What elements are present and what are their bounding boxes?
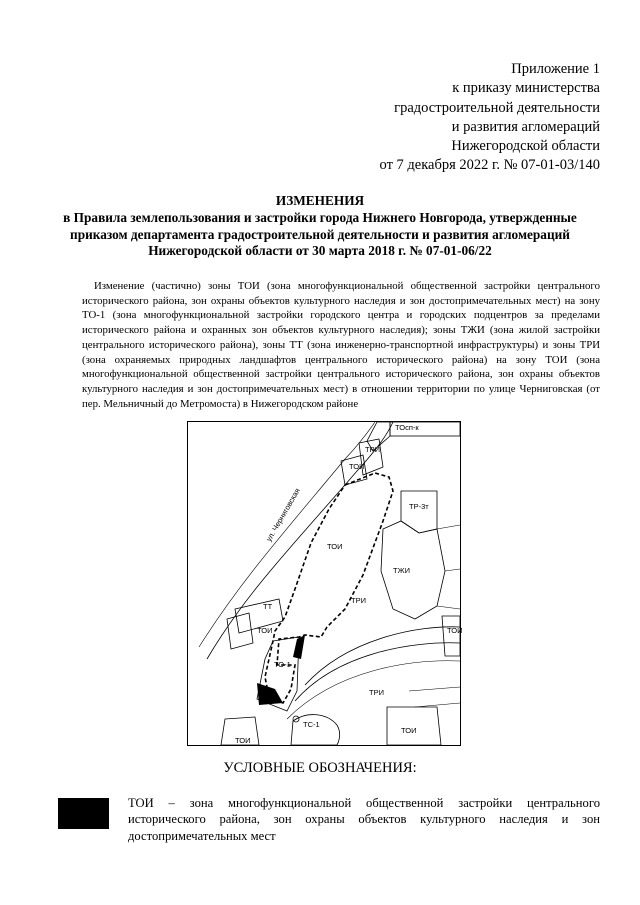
- change-description: [82, 279, 600, 411]
- map-label: ТОИ: [401, 726, 417, 735]
- map-label: ТРИ: [351, 596, 366, 605]
- appendix-line: от 7 декабря 2022 г. № 07-01-03/140: [379, 157, 600, 174]
- appendix-line: Приложение 1: [511, 61, 600, 77]
- description-line: исторического района и охранных зон объектов культурного наследия); зоны ТЖИ (зона жилой застройки: [82, 324, 600, 337]
- description-line: исторического района, зон охраны объектов культурного наследия и зон достопримечательных мест) на зону: [82, 294, 600, 307]
- map-label: ТОсп-к: [395, 423, 419, 432]
- legend-line: ТОИ – зона многофункциональной общественной застройки центрального: [128, 796, 600, 810]
- map-label: ТТ: [263, 602, 273, 611]
- appendix-line: и развития агломераций: [451, 118, 600, 135]
- map-label: ТОИ: [349, 462, 365, 471]
- map-drawing: [187, 421, 461, 746]
- description-line: многофункциональной общественной застройки центрального исторического района, зон охраны объектов: [82, 368, 600, 381]
- map-label: ТО-1: [274, 660, 291, 669]
- map-label: ул. Черниговская: [264, 486, 302, 543]
- legend-description: [128, 795, 600, 844]
- title-line: приказом департамента градостроительной деятельности и развития агломераций: [70, 226, 570, 242]
- appendix-line: градостроительной деятельности: [394, 99, 600, 116]
- description-line: (зона охраняемых природных ландшафтов центрального исторического района) на зону ТОИ (зона: [82, 353, 600, 366]
- description-line: ТО-1 (зона многофункциональной застройки городского центра и городских подцентров за пределами: [82, 309, 600, 322]
- appendix-line: к приказу министерства: [452, 80, 600, 97]
- legend-heading: УСЛОВНЫЕ ОБОЗНАЧЕНИЯ:: [223, 760, 417, 776]
- title-line: Нижегородской области от 30 марта 2018 г. № 07-01-06/22: [148, 243, 492, 259]
- map-label: ТЖИ: [393, 566, 410, 575]
- title-heading: ИЗМЕНЕНИЯ: [275, 193, 365, 208]
- map-frame: [188, 422, 461, 746]
- description-line: культурного наследия и зон достопримечательных мест) в отношении территории по улице Черниговская (от: [82, 382, 600, 395]
- map-label: ТРИ: [365, 445, 380, 454]
- map-label: ТОИ: [327, 542, 343, 551]
- map-label: ТОИ: [257, 626, 273, 635]
- map-label: ТС-1: [303, 720, 320, 729]
- description-line: пер. Мельничный до Метромоста) в Нижегородском районе: [82, 397, 359, 410]
- title-line: в Правила землепользования и застройки города Нижнего Новгорода, утвержденные: [63, 209, 577, 225]
- map-label: ТР-3т: [409, 502, 429, 511]
- legend-line: исторического района, зон охраны объектов культурного наследия и зон: [128, 812, 600, 827]
- legend-line: достопримечательных мест: [128, 828, 276, 843]
- description-line: центрального исторического района), зоны ТТ (зона инженерно-транспортной инфраструктуры) и зоны ТРИ: [82, 338, 600, 351]
- zoning-map: [187, 421, 461, 746]
- description-line: Изменение (частично) зоны ТОИ (зона многофункциональной общественной застройки центрального: [94, 280, 600, 292]
- map-label: ТРИ: [369, 688, 384, 697]
- map-label: ТОИ: [447, 626, 463, 635]
- legend-swatch: [58, 798, 109, 829]
- appendix-line: Нижегородской области: [451, 138, 600, 155]
- map-label: ТОИ: [235, 736, 251, 745]
- document-title: [40, 193, 600, 260]
- appendix-block: [300, 60, 600, 176]
